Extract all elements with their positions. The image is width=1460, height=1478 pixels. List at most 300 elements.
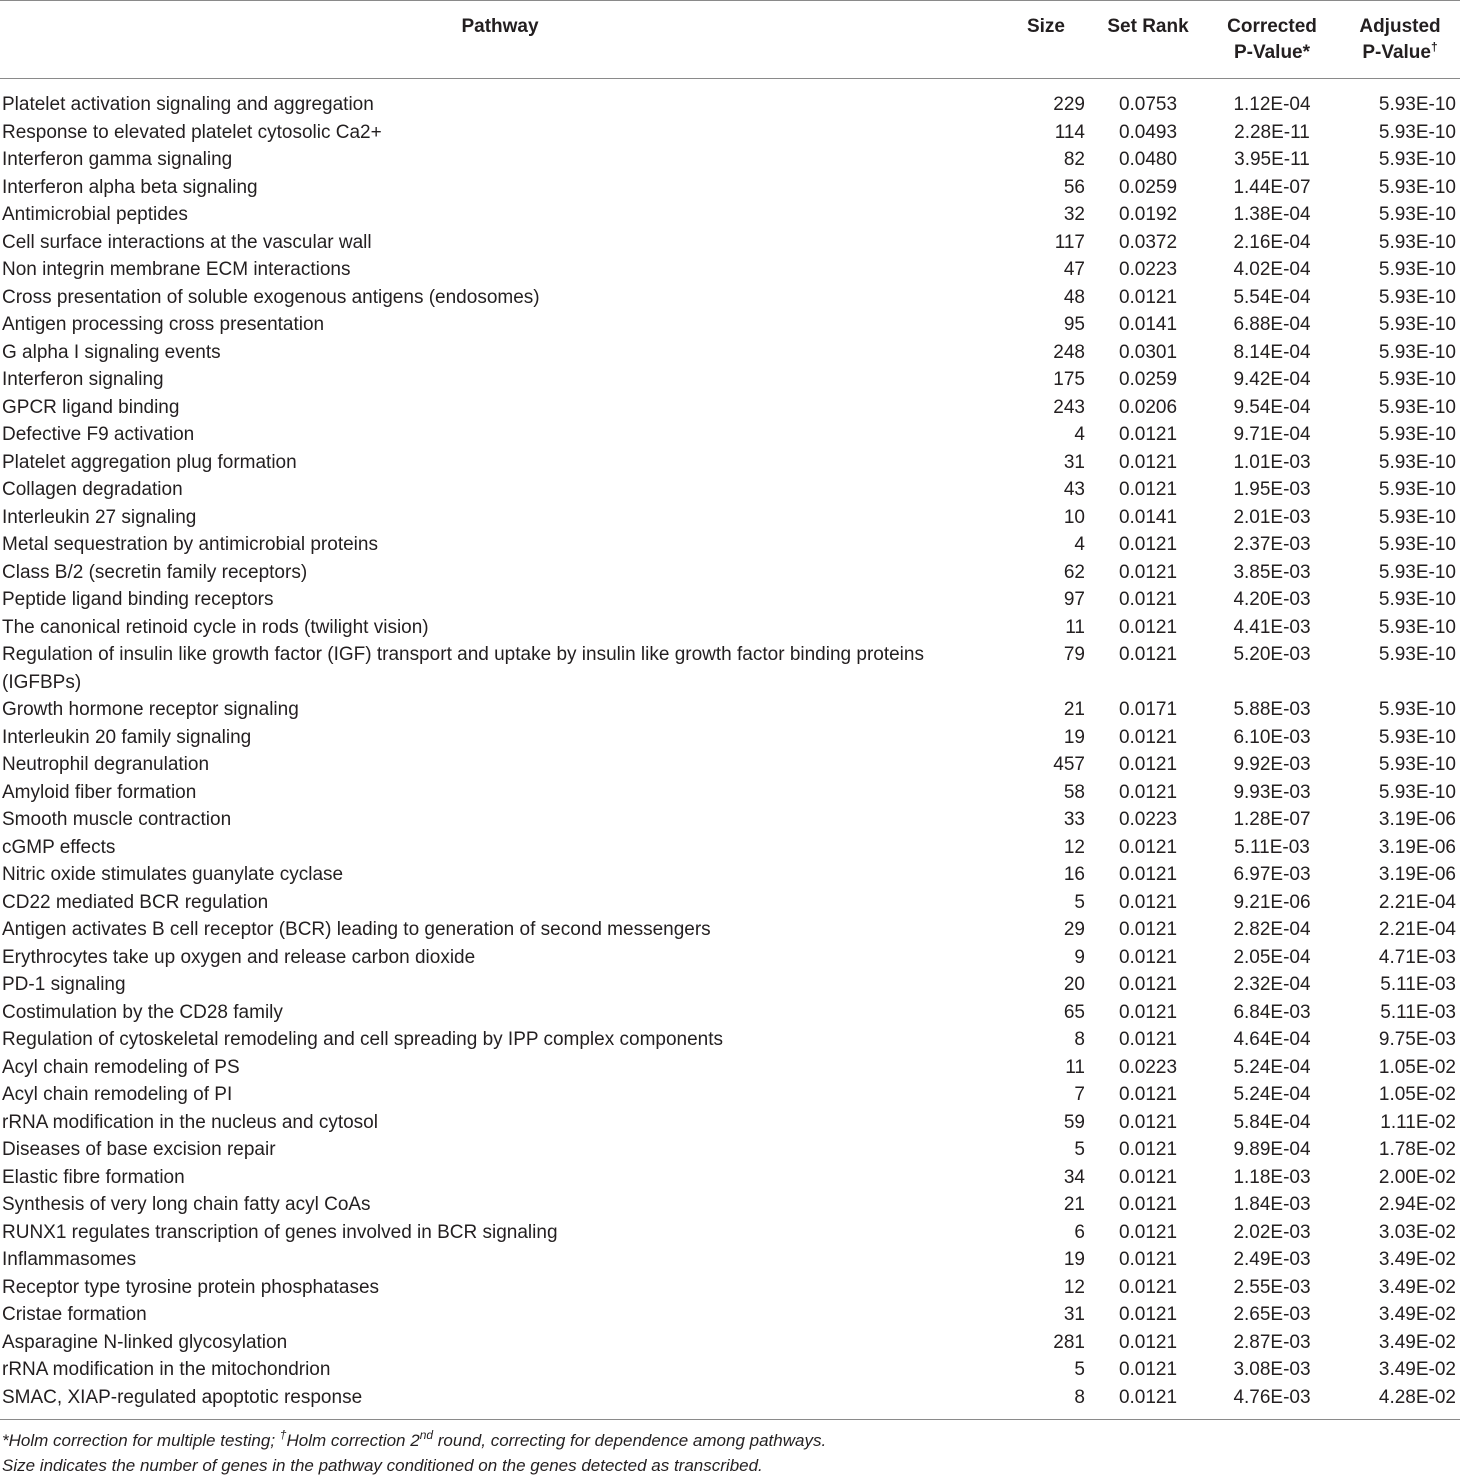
cell-corrected-p: 2.01E-03: [1233, 506, 1311, 528]
table-row: [0, 531, 1460, 559]
cell-adjusted-p: 2.00E-02: [1378, 1166, 1456, 1188]
cell-set-rank: 0.0121: [1118, 286, 1178, 308]
cell-corrected-p: 2.16E-04: [1233, 231, 1311, 253]
table-row: [0, 119, 1460, 147]
footnote-line1: [2, 1428, 1460, 1453]
cell-corrected-p: 1.12E-04: [1233, 94, 1311, 115]
cell-size: 7: [1074, 1084, 1085, 1105]
cell-corrected-p: 2.82E-04: [1233, 919, 1311, 940]
cell-pathway: Interferon signaling: [2, 369, 164, 390]
table-row: [0, 971, 1460, 999]
table-row: [0, 1081, 1460, 1109]
cell-pathway: Acyl chain remodeling of PS: [2, 1056, 240, 1078]
cell-pathway: Receptor type tyrosine protein phosphatases: [2, 1276, 380, 1298]
table-row: [0, 256, 1460, 284]
cell-adjusted-p: 5.93E-10: [1378, 506, 1456, 528]
cell-size: 97: [1063, 589, 1085, 610]
cell-adjusted-p: 5.93E-10: [1378, 479, 1456, 500]
table-row: [0, 394, 1460, 422]
cell-set-rank: 0.0121: [1118, 451, 1178, 473]
cell-set-rank: 0.0121: [1118, 919, 1178, 940]
cell-corrected-p: 6.84E-03: [1233, 1001, 1311, 1023]
cell-corrected-p: 6.10E-03: [1233, 726, 1311, 748]
table-row: [0, 284, 1460, 312]
cell-set-rank: 0.0121: [1118, 754, 1178, 775]
cell-set-rank: 0.0121: [1118, 891, 1178, 913]
cell-pathway: RUNX1 regulates transcription of genes involved in BCR signaling: [2, 1221, 558, 1243]
header-adjusted-line2: P-Value: [1362, 42, 1431, 63]
table-row: [0, 1164, 1460, 1192]
table-row: [0, 174, 1460, 202]
cell-set-rank: 0.0141: [1118, 506, 1178, 528]
cell-size: 175: [1053, 369, 1085, 390]
cell-size: 29: [1063, 919, 1085, 940]
cell-size: 12: [1063, 1276, 1085, 1298]
cell-size: 48: [1063, 286, 1085, 308]
cell-pathway: rRNA modification in the mitochondrion: [2, 1359, 331, 1380]
cell-size: 9: [1074, 946, 1085, 968]
cell-corrected-p: 9.21E-06: [1233, 891, 1311, 913]
header-corrected-line2: P-Value*: [1233, 42, 1311, 63]
table-row: [0, 421, 1460, 449]
cell-pathway: Neutrophil degranulation: [2, 754, 210, 775]
cell-size: 19: [1063, 1249, 1085, 1270]
cell-corrected-p: 2.05E-04: [1233, 946, 1311, 968]
cell-set-rank: 0.0121: [1118, 864, 1178, 885]
cell-corrected-p: 1.84E-03: [1233, 1194, 1311, 1215]
cell-adjusted-p: 5.93E-10: [1378, 699, 1456, 720]
cell-size: 5: [1074, 891, 1085, 913]
cell-corrected-p: 3.08E-03: [1233, 1359, 1311, 1380]
cell-set-rank: 0.0121: [1118, 1029, 1178, 1050]
cell-size: 8: [1074, 1029, 1085, 1050]
table-row: [0, 1329, 1460, 1357]
header-adjusted-line1: Adjusted: [1359, 16, 1441, 37]
footnote-dagger: †: [279, 1428, 287, 1442]
cell-size: 114: [1054, 121, 1085, 143]
footnote-line1-part1: *Holm correction for multiple testing;: [2, 1431, 280, 1450]
cell-pathway: Interleukin 27 signaling: [2, 506, 197, 528]
cell-set-rank: 0.0192: [1118, 204, 1178, 225]
footnote-ordinal: nd: [419, 1428, 434, 1442]
cell-size: 62: [1063, 561, 1085, 583]
cell-set-rank: 0.0121: [1118, 1221, 1178, 1243]
cell-pathway: Interleukin 20 family signaling: [2, 726, 252, 748]
cell-size: 5: [1074, 1359, 1085, 1380]
cell-size: 11: [1065, 1056, 1085, 1078]
header-adjusted-line2-wrap: [1340, 40, 1460, 66]
cell-corrected-p: 9.92E-03: [1233, 754, 1311, 775]
cell-pathway: Growth hormone receptor signaling: [2, 699, 299, 720]
cell-size: 8: [1074, 1386, 1085, 1408]
cell-pathway: Platelet activation signaling and aggregation: [2, 94, 374, 115]
cell-size: 43: [1063, 479, 1085, 500]
cell-set-rank: 0.0301: [1118, 341, 1178, 363]
cell-pathway: Antigen processing cross presentation: [2, 314, 325, 335]
table-row: [0, 476, 1460, 504]
cell-size: 4: [1074, 424, 1085, 445]
cell-pathway: Elastic fibre formation: [2, 1166, 185, 1188]
cell-corrected-p: 2.87E-03: [1233, 1331, 1311, 1353]
cell-pathway: Costimulation by the CD28 family: [2, 1001, 283, 1023]
table-row: [0, 1054, 1460, 1082]
cell-set-rank: 0.0121: [1118, 1276, 1178, 1298]
table-row: [0, 751, 1460, 779]
cell-set-rank: 0.0121: [1118, 561, 1178, 583]
table-row: [0, 999, 1460, 1027]
cell-adjusted-p: 4.71E-03: [1378, 946, 1456, 968]
cell-set-rank: 0.0121: [1118, 836, 1178, 858]
cell-adjusted-p: 5.93E-10: [1378, 616, 1456, 638]
cell-pathway: Antimicrobial peptides: [2, 204, 188, 225]
header-adjusted-p-value: [1340, 1, 1460, 79]
cell-set-rank: 0.0121: [1118, 644, 1178, 665]
table-row: [0, 641, 1460, 696]
cell-size: 34: [1063, 1166, 1085, 1188]
cell-set-rank: 0.0121: [1118, 781, 1178, 803]
cell-corrected-p: 1.01E-03: [1233, 451, 1311, 473]
cell-adjusted-p: 3.19E-06: [1378, 864, 1456, 885]
table-row: [0, 1136, 1460, 1164]
cell-corrected-p: 5.88E-03: [1233, 699, 1311, 720]
cell-corrected-p: 2.65E-03: [1233, 1304, 1311, 1325]
cell-set-rank: 0.0121: [1118, 974, 1178, 995]
table-row: [0, 1274, 1460, 1302]
cell-set-rank: 0.0259: [1118, 176, 1178, 198]
cell-corrected-p: 3.85E-03: [1233, 561, 1311, 583]
cell-adjusted-p: 4.28E-02: [1378, 1386, 1456, 1408]
cell-size: 20: [1063, 974, 1085, 995]
cell-set-rank: 0.0171: [1118, 699, 1178, 720]
cell-adjusted-p: 3.19E-06: [1378, 836, 1456, 858]
cell-pathway: Asparagine N-linked glycosylation: [2, 1331, 288, 1353]
cell-corrected-p: 1.18E-03: [1233, 1166, 1311, 1188]
cell-pathway: Inflammasomes: [2, 1249, 137, 1270]
cell-size: 82: [1063, 149, 1085, 170]
cell-set-rank: 0.0121: [1118, 589, 1178, 610]
table-row: [0, 311, 1460, 339]
cell-corrected-p: 9.42E-04: [1233, 369, 1311, 390]
dagger-mark: †: [1430, 40, 1438, 54]
table-row: [0, 724, 1460, 752]
cell-size: 59: [1063, 1111, 1085, 1133]
cell-adjusted-p: 5.93E-10: [1378, 396, 1456, 418]
cell-adjusted-p: 5.93E-10: [1378, 121, 1456, 143]
cell-pathway: Regulation of cytoskeletal remodeling and cell spreading by IPP complex components: [2, 1029, 724, 1050]
cell-set-rank: 0.0121: [1118, 1304, 1178, 1325]
cell-set-rank: 0.0480: [1118, 149, 1178, 170]
cell-adjusted-p: 5.93E-10: [1378, 314, 1456, 335]
cell-corrected-p: 3.95E-11: [1234, 149, 1310, 170]
cell-size: 229: [1053, 94, 1085, 115]
cell-size: 4: [1074, 534, 1085, 555]
cell-adjusted-p: 5.93E-10: [1378, 94, 1456, 115]
table-row: [0, 916, 1460, 944]
table-row: [0, 504, 1460, 532]
cell-adjusted-p: 2.21E-04: [1378, 891, 1456, 913]
cell-size: 47: [1063, 259, 1085, 280]
cell-set-rank: 0.0121: [1118, 1139, 1178, 1160]
cell-corrected-p: 5.84E-04: [1233, 1111, 1311, 1133]
cell-adjusted-p: 5.93E-10: [1378, 781, 1456, 803]
cell-set-rank: 0.0372: [1118, 231, 1178, 253]
cell-pathway: Metal sequestration by antimicrobial proteins: [2, 534, 378, 555]
cell-pathway: Antigen activates B cell receptor (BCR) leading to generation of second messengers: [2, 919, 711, 940]
cell-set-rank: 0.0121: [1118, 1084, 1178, 1105]
cell-set-rank: 0.0121: [1118, 1111, 1178, 1133]
cell-corrected-p: 1.95E-03: [1233, 479, 1311, 500]
cell-corrected-p: 1.44E-07: [1233, 176, 1311, 198]
cell-corrected-p: 9.89E-04: [1233, 1139, 1311, 1160]
table-row: [0, 146, 1460, 174]
cell-adjusted-p: 5.93E-10: [1378, 176, 1456, 198]
cell-adjusted-p: 5.93E-10: [1378, 754, 1456, 775]
cell-adjusted-p: 3.19E-06: [1378, 809, 1456, 830]
cell-size: 21: [1063, 699, 1085, 720]
cell-adjusted-p: 1.11E-02: [1380, 1111, 1456, 1133]
cell-adjusted-p: 3.49E-02: [1378, 1304, 1456, 1325]
cell-set-rank: 0.0121: [1118, 1359, 1178, 1380]
cell-adjusted-p: 5.93E-10: [1378, 286, 1456, 308]
cell-pathway: Response to elevated platelet cytosolic Ca2+: [2, 121, 382, 143]
cell-adjusted-p: 5.93E-10: [1378, 424, 1456, 445]
cell-adjusted-p: 2.21E-04: [1378, 919, 1456, 940]
cell-set-rank: 0.0753: [1118, 94, 1178, 115]
cell-set-rank: 0.0121: [1118, 534, 1178, 555]
cell-set-rank: 0.0141: [1118, 314, 1178, 335]
cell-size: 65: [1063, 1001, 1085, 1023]
table-row: [0, 1026, 1460, 1054]
header-corrected-line1: Corrected: [1227, 16, 1317, 37]
cell-corrected-p: 4.41E-03: [1233, 616, 1311, 638]
cell-adjusted-p: 5.93E-10: [1378, 561, 1456, 583]
cell-corrected-p: 2.37E-03: [1233, 534, 1311, 555]
cell-size: 248: [1053, 341, 1085, 363]
table-row: [0, 861, 1460, 889]
cell-adjusted-p: 1.78E-02: [1378, 1139, 1456, 1160]
footnote-line2: Size indicates the number of genes in the pathway conditioned on the genes detected as transcribed.: [2, 1456, 763, 1475]
table-row: [0, 1109, 1460, 1137]
cell-corrected-p: 2.55E-03: [1233, 1276, 1311, 1298]
cell-corrected-p: 8.14E-04: [1233, 341, 1311, 363]
cell-size: 33: [1063, 809, 1085, 830]
table-row: [0, 806, 1460, 834]
table-row: [0, 201, 1460, 229]
cell-set-rank: 0.0121: [1118, 424, 1178, 445]
cell-adjusted-p: 5.93E-10: [1378, 726, 1456, 748]
cell-size: 31: [1063, 451, 1085, 473]
cell-size: 31: [1063, 1304, 1085, 1325]
cell-pathway: Peptide ligand binding receptors: [2, 589, 274, 610]
cell-adjusted-p: 3.49E-02: [1378, 1359, 1456, 1380]
cell-pathway: Erythrocytes take up oxygen and release carbon dioxide: [2, 946, 476, 968]
cell-corrected-p: 6.97E-03: [1233, 864, 1311, 885]
cell-set-rank: 0.0259: [1118, 369, 1178, 390]
table-row: [0, 366, 1460, 394]
cell-adjusted-p: 5.11E-03: [1380, 1001, 1456, 1023]
cell-pathway: Amyloid fiber formation: [2, 781, 197, 803]
cell-adjusted-p: 5.93E-10: [1378, 149, 1456, 170]
footnotes: [0, 1420, 1460, 1478]
cell-pathway: CD22 mediated BCR regulation: [2, 891, 269, 913]
table-row: [0, 614, 1460, 642]
cell-size: 16: [1063, 864, 1085, 885]
cell-corrected-p: 4.64E-04: [1233, 1029, 1311, 1050]
cell-adjusted-p: 5.93E-10: [1378, 259, 1456, 280]
cell-set-rank: 0.0206: [1118, 396, 1178, 418]
cell-size: 11: [1065, 616, 1085, 638]
cell-pathway: rRNA modification in the nucleus and cytosol: [2, 1111, 378, 1133]
cell-set-rank: 0.0121: [1118, 1001, 1178, 1023]
cell-corrected-p: 5.24E-04: [1233, 1084, 1311, 1105]
cell-size: 32: [1063, 204, 1085, 225]
cell-adjusted-p: 5.93E-10: [1378, 231, 1456, 253]
cell-set-rank: 0.0121: [1118, 1386, 1178, 1408]
table-row: [0, 1191, 1460, 1219]
header-corrected-p-value: [1204, 1, 1340, 79]
cell-adjusted-p: 3.49E-02: [1378, 1276, 1456, 1298]
cell-adjusted-p: 3.49E-02: [1378, 1331, 1456, 1353]
cell-corrected-p: 9.93E-03: [1233, 781, 1311, 803]
cell-corrected-p: 4.76E-03: [1233, 1386, 1311, 1408]
table-row: [0, 696, 1460, 724]
header-set-rank: Set Rank: [1092, 1, 1204, 79]
table-row: [0, 229, 1460, 257]
cell-set-rank: 0.0121: [1118, 1249, 1178, 1270]
cell-corrected-p: 2.28E-11: [1234, 121, 1310, 143]
table-row: [0, 586, 1460, 614]
table-row: [0, 449, 1460, 477]
cell-size: 117: [1054, 231, 1085, 253]
table-row: [0, 889, 1460, 917]
cell-pathway: cGMP effects: [2, 836, 116, 858]
cell-adjusted-p: 9.75E-03: [1378, 1029, 1456, 1050]
cell-pathway: Cristae formation: [2, 1304, 147, 1325]
table-row: [0, 1384, 1460, 1420]
cell-size: 19: [1063, 726, 1085, 748]
cell-adjusted-p: 5.93E-10: [1378, 534, 1456, 555]
cell-pathway: Cell surface interactions at the vascular wall: [2, 231, 372, 253]
cell-pathway: Collagen degradation: [2, 479, 183, 500]
cell-set-rank: 0.0223: [1118, 1056, 1178, 1078]
cell-corrected-p: 1.28E-07: [1233, 809, 1311, 830]
cell-corrected-p: 2.49E-03: [1233, 1249, 1311, 1270]
cell-adjusted-p: 5.93E-10: [1378, 451, 1456, 473]
cell-size: 58: [1063, 781, 1085, 803]
cell-corrected-p: 4.20E-03: [1233, 589, 1311, 610]
cell-size: 56: [1063, 176, 1085, 198]
table-row: [0, 559, 1460, 587]
cell-adjusted-p: 1.05E-02: [1378, 1056, 1456, 1078]
cell-pathway: Acyl chain remodeling of PI: [2, 1084, 233, 1105]
header-row: [0, 1, 1460, 79]
table-row: [0, 1219, 1460, 1247]
cell-set-rank: 0.0121: [1118, 616, 1178, 638]
cell-pathway: Cross presentation of soluble exogenous antigens (endosomes): [2, 286, 540, 308]
cell-corrected-p: 9.71E-04: [1233, 424, 1311, 445]
cell-pathway: Interferon alpha beta signaling: [2, 176, 258, 198]
cell-set-rank: 0.0121: [1118, 1331, 1178, 1353]
cell-set-rank: 0.0121: [1118, 1166, 1178, 1188]
cell-pathway: Interferon gamma signaling: [2, 149, 233, 170]
cell-corrected-p: 5.11E-03: [1234, 836, 1310, 858]
cell-pathway: Platelet aggregation plug formation: [2, 451, 297, 473]
cell-corrected-p: 6.88E-04: [1233, 314, 1311, 335]
cell-set-rank: 0.0493: [1118, 121, 1178, 143]
cell-adjusted-p: 2.94E-02: [1378, 1194, 1456, 1215]
cell-pathway: Synthesis of very long chain fatty acyl CoAs: [2, 1194, 371, 1215]
cell-size: 457: [1053, 754, 1085, 775]
table-header: [0, 1, 1460, 79]
cell-set-rank: 0.0121: [1118, 479, 1178, 500]
table-row: [0, 834, 1460, 862]
cell-corrected-p: 5.20E-03: [1233, 644, 1311, 665]
footnote-line1-part3: round, correcting for dependence among pathways.: [433, 1431, 827, 1450]
table-row: [0, 1356, 1460, 1384]
cell-pathway: Diseases of base excision repair: [2, 1139, 276, 1160]
table-body: [0, 79, 1460, 1420]
cell-adjusted-p: 5.93E-10: [1378, 341, 1456, 363]
cell-set-rank: 0.0223: [1118, 259, 1178, 280]
cell-size: 79: [1063, 644, 1085, 665]
cell-pathway: Non integrin membrane ECM interactions: [2, 259, 351, 280]
cell-size: 10: [1063, 506, 1085, 528]
cell-pathway: Defective F9 activation: [2, 424, 195, 445]
header-size: Size: [1000, 1, 1092, 79]
cell-corrected-p: 4.02E-04: [1233, 259, 1311, 280]
cell-size: 21: [1063, 1194, 1085, 1215]
cell-size: 6: [1074, 1221, 1085, 1243]
cell-size: 95: [1063, 314, 1085, 335]
cell-pathway: The canonical retinoid cycle in rods (twilight vision): [2, 616, 429, 638]
cell-corrected-p: 5.54E-04: [1233, 286, 1311, 308]
cell-pathway: Smooth muscle contraction: [2, 809, 232, 830]
cell-adjusted-p: 5.93E-10: [1378, 369, 1456, 390]
cell-corrected-p: 2.32E-04: [1233, 974, 1311, 995]
cell-adjusted-p: 5.93E-10: [1378, 204, 1456, 225]
cell-pathway: G alpha I signaling events: [2, 341, 221, 363]
table-row: [0, 944, 1460, 972]
cell-set-rank: 0.0223: [1118, 809, 1178, 830]
cell-size: 12: [1063, 836, 1085, 858]
cell-corrected-p: 9.54E-04: [1233, 396, 1311, 418]
cell-adjusted-p: 3.03E-02: [1378, 1221, 1456, 1243]
cell-adjusted-p: 3.49E-02: [1378, 1249, 1456, 1270]
cell-corrected-p: 1.38E-04: [1233, 204, 1311, 225]
cell-pathway: Regulation of insulin like growth factor (IGF) transport and uptake by insulin like growth factor binding proteins (IGFBPs): [2, 644, 924, 693]
cell-size: 5: [1074, 1139, 1085, 1160]
cell-pathway: SMAC, XIAP-regulated apoptotic response: [2, 1386, 363, 1408]
cell-size: 281: [1053, 1331, 1085, 1353]
cell-pathway: Nitric oxide stimulates guanylate cyclase: [2, 864, 344, 885]
footnote-line1-part2: Holm correction 2: [286, 1431, 420, 1450]
cell-adjusted-p: 5.11E-03: [1380, 974, 1456, 995]
table-row: [0, 79, 1460, 119]
cell-set-rank: 0.0121: [1118, 726, 1178, 748]
cell-adjusted-p: 5.93E-10: [1378, 644, 1456, 665]
table-row: [0, 779, 1460, 807]
table-row: [0, 1246, 1460, 1274]
cell-pathway: PD-1 signaling: [2, 974, 126, 995]
table-row: [0, 339, 1460, 367]
table-row: [0, 1301, 1460, 1329]
header-pathway: Pathway: [0, 1, 1000, 79]
cell-pathway: GPCR ligand binding: [2, 396, 180, 418]
cell-adjusted-p: 5.93E-10: [1378, 589, 1456, 610]
cell-adjusted-p: 1.05E-02: [1378, 1084, 1456, 1105]
cell-corrected-p: 2.02E-03: [1233, 1221, 1311, 1243]
cell-set-rank: 0.0121: [1118, 1194, 1178, 1215]
